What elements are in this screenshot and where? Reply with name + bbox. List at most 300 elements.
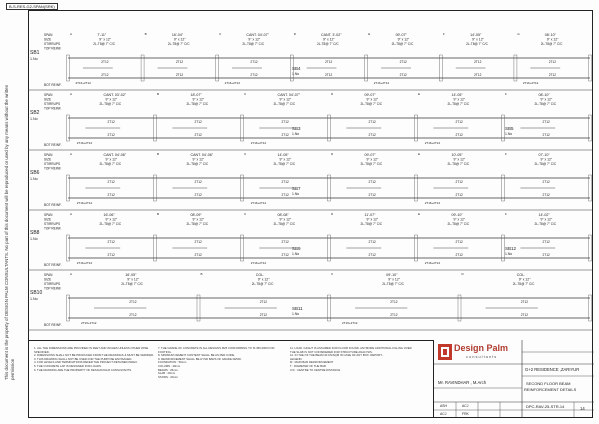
row-label: TOP REINF. [44,106,62,111]
grid-letter: B [144,32,147,36]
top-bar-spec: 2T12 [194,120,202,124]
beam-size: 9" x 12" [192,217,205,222]
bottom-bar-spec: 2T12 [368,253,376,257]
span-length: 7'-11" [97,33,107,37]
ownership-note: This document is the property of DESIGN PALM CONSULTANTS. No part of this document will be reproduced or used by any means without the written permission [4,84,15,380]
right-beam-count: 1.No [505,252,513,256]
grid-letter: B [157,212,160,216]
span-length: CANT. 04'-07" [246,33,269,37]
span-length: 08'-10" [538,93,550,97]
bottom-bar-spec: 2T12 [107,133,115,137]
row-label: TOP REINF. [44,46,62,51]
top-bar-spec: 2T12 [399,60,407,64]
support-mark [589,235,592,261]
span-length: COL. [516,273,526,277]
beam-count: 1.No [30,177,38,181]
stirrup-spec: 2L-T8@ 7" C/C [186,222,209,226]
beam-size: 9" x 12" [279,157,292,162]
support-mark [154,175,157,201]
span-length: CANT. 03'-02" [103,93,127,97]
grid-letter: F [442,32,445,36]
support-mark [514,55,517,81]
note-line: 3. THIS DRAWING SHALL NOT BE USED FOR THE PURPOSE ENVISAGED. [34,356,133,361]
bottom-bar-spec: 2T12 [548,73,556,77]
top-bar-spec: 2T12 [194,240,202,244]
bot-label: BOT REINF. [44,323,62,327]
note-line: 11. LOAD / HIGHT IS ASSUMED FOR FLOOR FOUND. ANYMORE ADDITIONAL FILLING OVER [290,346,412,350]
extra-bar-spec: 2T16+2T12 [250,201,267,205]
beam-size: 9" x 12" [192,97,205,102]
beam-size: 9" x 12" [127,277,139,282]
bottom-bar-spec: 2T12 [129,313,137,317]
row-label: SIZE [44,37,52,42]
grid-letter: A [70,152,73,156]
stirrup-spec: 2L-T8@ 7" C/C [447,222,470,226]
extra-bar-spec: 2T16+2T12 [424,261,441,265]
stirrup-spec: 2L-T8@ 7" C/C [360,162,383,166]
grid-letter: A [70,92,73,96]
stirrup-spec: 2L-T8@ 7" C/C [242,42,265,46]
stirrup-spec: 2L-T8@ 7" C/C [391,42,414,46]
stirrup-spec: 2L-T8@ 7" C/C [121,282,143,286]
beam-size: 9" x 12" [105,157,118,162]
stirrup-spec: 2L-T8@ 7" C/C [447,162,470,166]
grid-letter: C [331,272,334,276]
stirrup-spec: 2L-T8@ 7" C/C [251,282,274,286]
top-bar-spec: 2T12 [368,180,376,184]
client-name: Mr. RAVINDHAR , M.Arch [438,380,487,385]
top-bar-spec: 2T12 [107,180,115,184]
support-mark [67,55,70,81]
bottom-bar-spec: 2T12 [250,73,258,77]
extra-bar-spec: 2T16+2T12 [76,141,93,145]
stirrup-spec: 2L-T8@ 7" C/C [99,162,122,166]
top-bar-spec: 2T12 [250,60,258,64]
top-bar-spec: 2T12 [281,240,289,244]
extra-bar-spec: 2T16+2T12 [250,141,267,145]
grid-letter: E [368,32,371,36]
stirrup-spec: 2L-T8@ 7" C/C [534,102,557,106]
beam-size: 9" x 12" [366,157,379,162]
note-line: 9. REINFORCEMENT SHALL BE HYSD BARS OF GRADE FE500. [158,356,242,361]
grid-letter: D [331,92,334,96]
beam-count: 1.No [30,297,38,301]
span-length: 09'-10" [386,273,398,277]
stirrup-spec: 2L-T8@ 7" C/C [93,42,116,46]
span-length: 14'-02" [538,213,550,217]
beam-size: 9" x 12" [323,37,335,42]
beam-count: 1.No [30,57,38,61]
row-label: SIZE [44,157,52,162]
bottom-bar-spec: 2T12 [101,73,109,77]
row-label: SPAN [44,153,53,157]
row-label: SPAN [44,93,53,97]
drawn-by: ASH [440,404,447,408]
span-length: 14'-05" [277,153,289,157]
bottom-bar-spec: 2T12 [281,133,289,137]
right-beam-count: 1.No [505,132,513,136]
extra-bar-spec: 2T16+2T12 [373,81,390,85]
bottom-bar-spec: 2T12 [194,193,202,197]
mid-beam-name: SB9 [292,246,301,251]
note-line: 1. ALL THE DIMENSIONS ARE PROVIDED IN FEET AND INCHES UNLESS OTHER WISE SPECIFIED. [34,346,149,354]
span-length: 09'-07" [364,93,376,97]
top-bar-spec: 2T12 [548,60,556,64]
company-name: Design Palm [454,343,509,353]
extra-bar-spec: 2T16+2T12 [76,201,93,205]
mid-beam-name: SB7 [292,186,301,191]
beam-size: 9" x 12" [173,37,186,42]
beam-size: 9" x 12" [192,157,205,162]
note-line: BEAMS : 25mm [158,367,178,372]
support-mark [154,115,157,141]
grid-letter: D [461,272,464,276]
support-mark [67,295,70,321]
top-bar-spec: 2T12 [259,300,268,304]
grid-letter: E [418,212,421,216]
support-mark [216,55,219,81]
top-bar-spec: 2T12 [455,120,463,124]
note-line: THE SLAB IS NOT CONSIDERED FOR STRUCTURE ANALYSIS. [290,349,373,354]
stirrup-spec: 2L-T8@ 7" C/C [99,102,122,106]
beam-size: 9" x 12" [366,97,379,102]
bottom-bar-spec: 2T12 [107,253,115,257]
beam-count: 1.No [30,117,38,121]
bot-label: BOT REINF. [44,203,62,207]
stirrup-spec: 2L-T8@ 7" C/C [273,222,296,226]
span-length: 10'-05" [451,153,463,157]
span-length: 16'-04" [171,33,184,37]
note-line: C/C : CENTRE TO CENTRE DISTANCE [290,367,341,372]
span-length: CANT. 04'-06" [190,153,214,157]
project-name: G+2 RESIDENCE ,ZARIYUR [525,367,580,372]
span-length: CANT. 04'-07" [277,93,301,97]
mid-beam-name: SB4 [292,66,301,71]
row-label: SIZE [44,277,52,282]
beam-size: 9" x 12" [518,277,531,282]
row-label: SPAN [44,33,53,37]
note-line: 7. THE GRADE OF CONCRETE IN ALL DESIGNS M25 CONFORMING TO IS 456:2000 FOR FOOTING. [158,346,275,354]
grid-letter: E [418,92,421,96]
grid-letter: F [505,92,507,96]
grid-letter: G [517,32,520,36]
drawing-number: DPC-RAV-25-STR-14 [526,404,565,409]
mid-beam-count: 1.No [292,312,300,316]
grid-letter: C [244,152,247,156]
bottom-bar-spec: 2T12 [399,73,407,77]
top-bar-spec: 2T12 [101,60,109,64]
support-mark [502,175,505,201]
beam-size: 9" x 12" [453,157,466,162]
bottom-bar-spec: 2T12 [175,73,184,77]
stirrup-spec: 2L-T8@ 7" C/C [273,162,296,166]
support-mark [589,115,592,141]
row-label: STIRRUPS [44,222,61,226]
top-bar-spec: 2T12 [175,60,184,64]
note-line: 4. FOR LEVELS AND TERMINATIONS REFER THE PROJECT RETAINED INDEX. [34,360,138,365]
grid-letter: A [70,32,73,36]
top-bar-spec: 2T12 [390,300,398,304]
extra-bar-spec: 2T16+2T12 [342,321,358,325]
extra-bar-spec: 2T16+2T12 [75,81,91,85]
top-bar-spec: 2T12 [281,180,289,184]
bottom-bar-spec: 2T12 [194,133,202,137]
stirrup-spec: 2L-T8@ 7" C/C [360,102,383,106]
support-mark [415,235,418,261]
row-label: STIRRUPS [44,102,61,106]
grid-letter: B [200,272,203,276]
top-bar-spec: 2T12 [542,120,550,124]
stirrup-spec: 2L-T8@ 7" C/C [534,222,557,226]
row-label: SIZE [44,97,52,102]
top-bar-spec: 2T12 [107,120,115,124]
note-line: FOUNDATION : 50mm [158,360,187,365]
note-line: M : MAIN BAR REINFORCEMENT [290,360,334,365]
support-mark [415,175,418,201]
bottom-bar-spec: 2T12 [455,193,463,197]
row-label: SPAN [44,273,53,277]
stirrup-spec: 2L-T8@ 7" C/C [382,282,404,286]
support-mark [589,295,592,321]
stirrup-spec: 2L-T8@ 7" C/C [534,162,557,166]
note-line: 12. IN THE OF THE BEAM 30 KN/SQM IN CASE OF ANY BOX. REPORT... [290,353,384,358]
notes-materials [158,347,278,379]
support-mark [241,115,244,141]
support-mark [67,115,70,141]
mid-beam-name: SB3 [292,126,301,131]
grid-letter: D [331,152,334,156]
support-mark [365,55,368,81]
stirrup-spec: 2L-T8@ 7" C/C [317,42,339,46]
top-bar-spec: 2T12 [520,300,529,304]
grid-letter: F [505,212,507,216]
row-label: TOP REINF. [44,286,62,291]
support-mark [154,235,157,261]
notes-block [28,340,433,418]
grid-letter: A [70,212,73,216]
span-length: 07'-10" [538,153,550,157]
stirrup-spec: 2L-T8@ 7" C/C [186,102,209,106]
support-mark [328,295,331,321]
title-block [433,340,593,418]
beam-size: 9" x 12" [279,217,292,222]
note-line: COLUMN : 40mm [158,363,181,368]
beam-size: 9" x 12" [472,37,484,42]
span-length: 09'-10" [451,213,463,217]
beam-name: SB2 [30,110,40,116]
support-mark [328,235,331,261]
beam-size: 9" x 12" [248,37,261,42]
span-length: COL. [255,273,265,277]
sheet-tag: B-S-RES-G2-SPAN(SRK) [6,3,58,10]
row-label: SIZE [44,217,52,222]
bottom-bar-spec: 2T12 [474,73,482,77]
bottom-bar-spec: 2T12 [542,133,550,137]
bottom-bar-spec: 2T12 [455,253,463,257]
top-bar-spec: 2T12 [542,240,550,244]
beam-size: 9" x 12" [388,277,400,282]
mid-beam-count: 1.No [292,252,300,256]
mid-beam-count: 1.No [292,72,300,76]
beam-size: 9" x 12" [397,37,410,42]
mid-beam-name: SB11 [292,306,303,311]
checked-by: ACJ [462,404,469,408]
company-sub: consultants [466,354,498,359]
beam-size: 9" x 12" [453,97,466,102]
stirrup-spec: 2L-T8@ 7" C/C [273,102,296,106]
span-length: 08'-09" [190,213,202,217]
bottom-bar-spec: 2T12 [542,193,550,197]
beam-size: 9" x 12" [540,217,553,222]
extra-bar-spec: 2T16+2T12 [424,201,441,205]
bottom-bar-spec: 2T12 [542,253,550,257]
grid-letter: E [418,152,421,156]
extra-bar-spec: 2T16+2T12 [76,261,93,265]
note-line: 2. DIMENSIONS SHALL NOT BE PRODUCED FROM THE DRAWINGS & MUST BE VERIFIED. [34,353,154,358]
grid-letter: A [70,272,73,276]
stirrup-spec: 2L-T8@ 7" C/C [186,162,209,166]
span-length: 16'-05" [125,273,137,277]
stirrup-spec: 2L-T8@ 7" C/C [512,282,535,286]
revision: FRK [462,412,469,416]
span-length: 08'-08" [277,213,289,217]
span-length: 16'-06" [103,213,115,217]
grid-letter: B [157,92,160,96]
row-label: STIRRUPS [44,162,61,166]
beam-count: 1.No [30,237,38,241]
support-mark [241,175,244,201]
top-bar-spec: 2T12 [474,60,482,64]
span-length: 18'-07" [190,93,202,97]
top-bar-spec: 2T12 [325,60,333,64]
bottom-bar-spec: 2T12 [259,313,268,317]
right-beam-name: SB12 [505,246,517,251]
beam-size: 9" x 12" [105,97,118,102]
bottom-bar-spec: 2T12 [281,253,289,257]
support-mark [241,235,244,261]
stirrup-spec: 2L-T8@ 7" C/C [99,222,122,226]
bot-label: BOT REINF. [44,143,62,147]
extra-bar-spec: 2T16+2T12 [81,321,97,325]
span-length: 11'-07" [364,213,376,217]
support-mark [458,295,461,321]
beam-size: 9" x 12" [546,37,559,42]
note-line: 5. THE CONCRETE LAP IS DESIGNED FOR LOADS. [34,363,102,368]
support-mark [589,55,592,81]
stirrup-spec: 2L-T8@ 7" C/C [360,222,383,226]
bottom-bar-spec: 2T12 [455,133,463,137]
bot-label: BOT REINF. [44,263,62,267]
top-bar-spec: 2T12 [281,120,289,124]
beam-size: 9" x 12" [105,217,118,222]
beam-size: 9" x 12" [453,217,466,222]
drawing-title-line2: REINFORCEMENT DETAILS [524,387,577,392]
beam-size: 9" x 12" [99,37,111,42]
span-length: CANT. 3'-02" [321,33,342,37]
beam-size: 9" x 12" [540,157,553,162]
bot-label: BOT REINF. [44,83,62,87]
top-bar-spec: 2T12 [455,240,463,244]
beam-size: 9" x 12" [257,277,270,282]
top-bar-spec: 2T12 [107,240,115,244]
support-mark [328,175,331,201]
mid-beam-count: 1.No [292,132,300,136]
note-line: T : DIAMETER OF THE BAR [290,363,326,368]
stirrup-spec: 2L-T8@ 7" C/C [540,42,563,46]
grid-letter: C [219,32,222,36]
row-label: STIRRUPS [44,42,61,46]
grid-letter: C [244,212,247,216]
top-bar-spec: 2T12 [542,180,550,184]
extra-bar-spec: 2T16+2T12 [522,81,539,85]
note-line: 8. MINIMUM CEMENT CONTENT SHALL BE AS PER CODE. [158,353,236,358]
stirrup-spec: 2L-T8@ 7" C/C [466,42,488,46]
row-label: STIRRUPS [44,282,61,286]
beam-size: 9" x 12" [279,97,292,102]
span-length: 08'-10" [544,33,556,37]
support-mark [67,235,70,261]
support-mark [415,115,418,141]
row-label: SPAN [44,213,53,217]
beam-size: 9" x 12" [540,97,553,102]
bottom-bar-spec: 2T12 [368,193,376,197]
stirrup-spec: 2L-T8@ 7" C/C [167,42,190,46]
bottom-bar-spec: 2T12 [194,253,202,257]
mid-beam-count: 1.No [292,192,300,196]
support-mark [589,175,592,201]
top-bar-spec: 2T12 [368,240,376,244]
note-line: LEGEND: [290,356,303,361]
grid-letter: D [293,32,296,36]
beam-size: 9" x 12" [366,217,379,222]
bottom-bar-spec: 2T12 [107,193,115,197]
top-bar-spec: 2T12 [129,300,137,304]
approved-by: ACJ [440,412,447,416]
note-line: SLAB : 20mm [158,371,176,376]
extra-bar-spec: 2T16+2T12 [250,261,267,265]
support-mark [439,55,442,81]
span-length: 14'-05" [451,93,463,97]
span-length: CANT. 04'-06" [103,153,127,157]
extra-bar-spec: 2T16+2T12 [224,81,241,85]
span-length: 14'-05" [470,33,482,37]
drawing-title-line1: SECOND FLOOR BEAM [526,381,571,386]
top-bar-spec: 2T12 [194,180,202,184]
support-mark [197,295,200,321]
top-bar-spec: 2T12 [368,120,376,124]
bottom-bar-spec: 2T12 [368,133,376,137]
bottom-bar-spec: 2T12 [390,313,398,317]
row-label: TOP REINF. [44,166,62,171]
grid-letter: C [244,92,247,96]
stirrup-spec: 2L-T8@ 7" C/C [447,102,470,106]
right-beam-name: SB5 [505,126,514,131]
note-line: 6. THE DRAWING ARE THE PROPERTY OF DESIGN PALM CONSULTANTS. [34,367,132,372]
grid-letter: D [331,212,334,216]
span-length: 09'-07" [364,153,376,157]
support-mark [67,175,70,201]
beam-name: SB8 [30,230,40,236]
bottom-bar-spec: 2T12 [281,193,289,197]
note-line: STAIRS : 20mm [158,374,178,379]
support-mark [141,55,144,81]
bottom-bar-spec: 2T12 [520,313,529,317]
support-mark [328,115,331,141]
beam-name: SB10 [30,290,43,296]
notes-general [34,347,154,372]
span-length: 09'-07" [395,33,407,37]
grid-letter: B [157,152,160,156]
